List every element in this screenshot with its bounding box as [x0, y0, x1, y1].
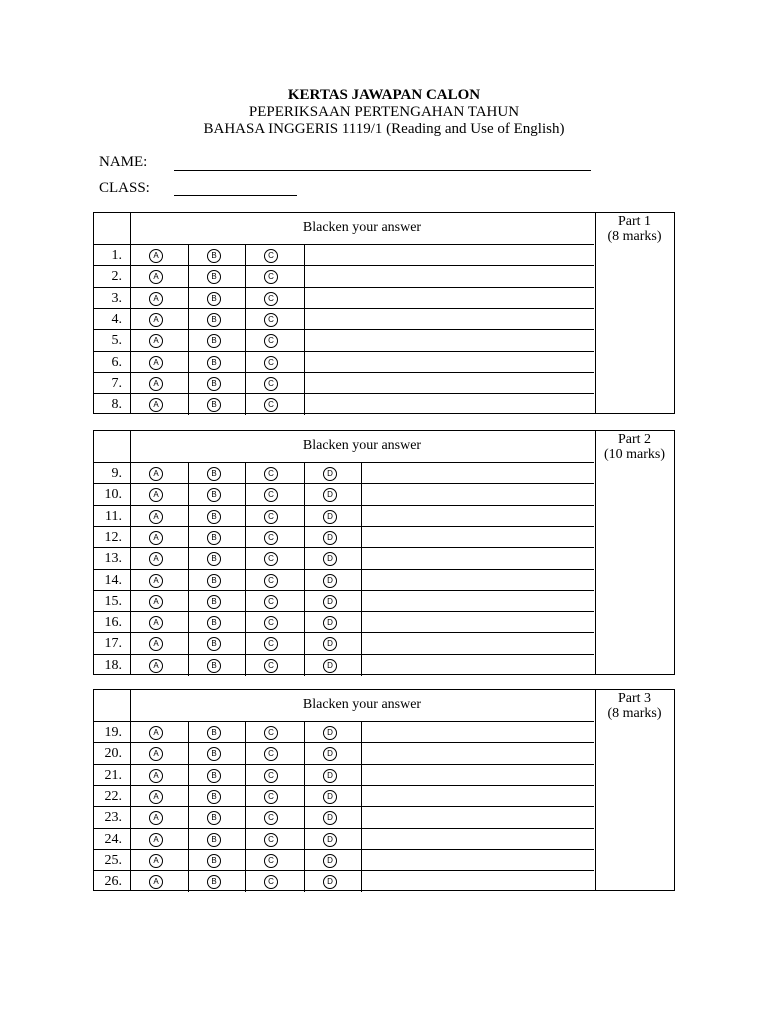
option-divider — [188, 850, 189, 871]
question-row — [94, 308, 594, 330]
option-divider — [361, 871, 362, 892]
answer-bubble-a[interactable]: A — [149, 292, 163, 306]
option-divider — [188, 633, 189, 654]
column-divider — [595, 431, 596, 674]
answer-bubble-a[interactable]: A — [149, 769, 163, 783]
answer-bubble-b[interactable]: B — [207, 377, 221, 391]
option-divider — [361, 829, 362, 850]
answer-bubble-d[interactable]: D — [323, 747, 337, 761]
exam-name: PEPERIKSAAN PERTENGAHAN TAHUN — [248, 104, 520, 120]
option-divider — [304, 463, 305, 484]
answer-bubble-b[interactable]: B — [207, 747, 221, 761]
answer-bubble-b[interactable]: B — [207, 726, 221, 740]
option-divider — [245, 786, 246, 807]
question-number: 22. — [104, 788, 122, 804]
answer-bubble-b[interactable]: B — [207, 334, 221, 348]
answer-bubble-c[interactable]: C — [264, 510, 278, 524]
question-number: 10. — [104, 487, 122, 503]
answer-bubble-c[interactable]: C — [264, 249, 278, 263]
answer-bubble-d[interactable]: D — [323, 552, 337, 566]
answer-bubble-a[interactable]: A — [149, 833, 163, 847]
option-divider — [304, 330, 305, 351]
option-divider — [304, 807, 305, 828]
question-row — [94, 632, 594, 654]
answer-bubble-c[interactable]: C — [264, 467, 278, 481]
answer-bubble-d[interactable]: D — [323, 488, 337, 502]
answer-bubble-b[interactable]: B — [207, 790, 221, 804]
option-divider — [245, 807, 246, 828]
answer-bubble-d[interactable]: D — [323, 637, 337, 651]
option-divider — [245, 570, 246, 591]
option-divider — [304, 743, 305, 764]
question-number: 16. — [104, 615, 122, 631]
option-divider — [188, 484, 189, 505]
option-divider — [304, 484, 305, 505]
option-divider — [361, 786, 362, 807]
question-number: 11. — [105, 508, 122, 524]
question-number: 21. — [104, 767, 122, 783]
answer-bubble-c[interactable]: C — [264, 659, 278, 673]
answer-bubble-c[interactable]: C — [264, 811, 278, 825]
answer-bubble-c[interactable]: C — [264, 377, 278, 391]
option-divider — [245, 288, 246, 309]
question-number: 23. — [104, 810, 122, 826]
answer-bubble-d[interactable]: D — [323, 574, 337, 588]
option-divider — [245, 266, 246, 287]
question-row — [94, 611, 594, 633]
answer-bubble-c[interactable]: C — [264, 334, 278, 348]
option-divider — [304, 765, 305, 786]
part-label — [595, 214, 674, 244]
question-row — [94, 870, 594, 892]
option-divider — [188, 743, 189, 764]
option-divider — [361, 506, 362, 527]
answer-bubble-a[interactable]: A — [149, 313, 163, 327]
question-row — [94, 806, 594, 828]
answer-bubble-c[interactable]: C — [264, 747, 278, 761]
answer-bubble-a[interactable]: A — [149, 637, 163, 651]
answer-bubble-c[interactable]: C — [264, 875, 278, 889]
answer-bubble-d[interactable]: D — [323, 854, 337, 868]
answer-bubble-d[interactable]: D — [323, 659, 337, 673]
option-divider — [245, 722, 246, 743]
question-row — [94, 849, 594, 871]
question-row — [94, 828, 594, 850]
option-divider — [245, 352, 246, 373]
option-divider — [188, 871, 189, 892]
option-divider — [188, 591, 189, 612]
option-divider — [304, 288, 305, 309]
answer-bubble-b[interactable]: B — [207, 467, 221, 481]
part-marks: (10 marks) — [603, 447, 666, 462]
option-divider — [304, 309, 305, 330]
answer-bubble-d[interactable]: D — [323, 595, 337, 609]
question-row — [94, 287, 594, 309]
answer-bubble-c[interactable]: C — [264, 595, 278, 609]
answer-bubble-d[interactable]: D — [323, 790, 337, 804]
option-divider — [245, 633, 246, 654]
option-divider — [304, 871, 305, 892]
option-divider — [304, 570, 305, 591]
answer-bubble-c[interactable]: C — [264, 488, 278, 502]
answer-bubble-b[interactable]: B — [207, 833, 221, 847]
option-divider — [304, 591, 305, 612]
option-divider — [304, 373, 305, 394]
answer-bubble-c[interactable]: C — [264, 398, 278, 412]
option-divider — [188, 722, 189, 743]
option-divider — [188, 309, 189, 330]
answer-bubble-a[interactable]: A — [149, 552, 163, 566]
answer-bubble-a[interactable]: A — [149, 595, 163, 609]
answer-bubble-c[interactable]: C — [264, 769, 278, 783]
question-number: 1. — [111, 248, 122, 263]
answer-bubble-b[interactable]: B — [207, 811, 221, 825]
option-divider — [245, 850, 246, 871]
answer-table-part-2 — [93, 430, 675, 675]
answer-bubble-a[interactable]: A — [149, 790, 163, 804]
option-divider — [304, 548, 305, 569]
answer-bubble-a[interactable]: A — [149, 811, 163, 825]
option-divider — [361, 850, 362, 871]
option-divider — [304, 394, 305, 415]
answer-bubble-c[interactable]: C — [264, 790, 278, 804]
option-divider — [245, 527, 246, 548]
question-number: 4. — [111, 311, 122, 327]
option-divider — [188, 506, 189, 527]
option-divider — [188, 266, 189, 287]
answer-bubble-a[interactable]: A — [149, 659, 163, 673]
option-divider — [361, 591, 362, 612]
option-divider — [245, 765, 246, 786]
answer-table-part-1 — [93, 212, 675, 414]
option-divider — [188, 570, 189, 591]
question-row — [94, 372, 594, 394]
question-row — [94, 742, 594, 764]
question-number: 13. — [104, 551, 122, 567]
answer-bubble-a[interactable]: A — [149, 574, 163, 588]
answer-bubble-b[interactable]: B — [207, 552, 221, 566]
option-divider — [188, 288, 189, 309]
question-number: 20. — [104, 746, 122, 762]
question-number: 6. — [111, 354, 122, 370]
option-divider — [245, 548, 246, 569]
question-number: 5. — [111, 333, 122, 349]
question-number: 24. — [104, 831, 122, 847]
answer-bubble-a[interactable]: A — [149, 270, 163, 284]
question-row — [94, 265, 594, 287]
answer-bubble-b[interactable]: B — [207, 510, 221, 524]
answer-bubble-d[interactable]: D — [323, 510, 337, 524]
answer-bubble-b[interactable]: B — [207, 637, 221, 651]
option-divider — [245, 612, 246, 633]
part-marks: (8 marks) — [607, 229, 662, 244]
sheet-title: KERTAS JAWAPAN CALON — [287, 87, 481, 103]
option-divider — [245, 373, 246, 394]
question-row — [94, 351, 594, 373]
part-title: Part 3 — [617, 691, 652, 706]
answer-bubble-c[interactable]: C — [264, 833, 278, 847]
option-divider — [361, 548, 362, 569]
part-marks: (8 marks) — [607, 706, 662, 721]
answer-bubble-c[interactable]: C — [264, 292, 278, 306]
answer-bubble-a[interactable]: A — [149, 854, 163, 868]
blacken-heading: Blacken your answer — [302, 220, 422, 235]
answer-bubble-b[interactable]: B — [207, 769, 221, 783]
question-number: 26. — [104, 874, 122, 890]
answer-bubble-a[interactable]: A — [149, 249, 163, 263]
answer-bubble-c[interactable]: C — [264, 726, 278, 740]
question-number: 15. — [104, 593, 122, 609]
answer-bubble-b[interactable]: B — [207, 574, 221, 588]
option-divider — [188, 786, 189, 807]
option-divider — [304, 245, 305, 266]
option-divider — [361, 484, 362, 505]
option-divider — [245, 743, 246, 764]
option-divider — [304, 786, 305, 807]
answer-bubble-a[interactable]: A — [149, 726, 163, 740]
answer-bubble-c[interactable]: C — [264, 270, 278, 284]
option-divider — [188, 394, 189, 415]
answer-bubble-c[interactable]: C — [264, 356, 278, 370]
option-divider — [188, 527, 189, 548]
option-divider — [188, 807, 189, 828]
option-divider — [361, 463, 362, 484]
answer-bubble-d[interactable]: D — [323, 726, 337, 740]
option-divider — [245, 871, 246, 892]
option-divider — [245, 829, 246, 850]
option-divider — [245, 484, 246, 505]
question-number: 3. — [111, 290, 122, 306]
class-label: CLASS: — [99, 180, 150, 196]
option-divider — [188, 373, 189, 394]
answer-bubble-b[interactable]: B — [207, 270, 221, 284]
answer-bubble-a[interactable]: A — [149, 531, 163, 545]
blacken-heading: Blacken your answer — [302, 438, 422, 453]
option-divider — [304, 527, 305, 548]
option-divider — [361, 743, 362, 764]
part-title: Part 2 — [617, 432, 652, 447]
answer-bubble-a[interactable]: A — [149, 510, 163, 524]
blacken-heading: Blacken your answer — [302, 697, 422, 712]
answer-bubble-a[interactable]: A — [149, 356, 163, 370]
answer-bubble-b[interactable]: B — [207, 616, 221, 630]
option-divider — [188, 548, 189, 569]
answer-bubble-b[interactable]: B — [207, 854, 221, 868]
option-divider — [361, 765, 362, 786]
answer-bubble-b[interactable]: B — [207, 398, 221, 412]
option-divider — [361, 633, 362, 654]
option-divider — [188, 765, 189, 786]
question-row — [94, 547, 594, 569]
option-divider — [245, 655, 246, 676]
question-number: 19. — [104, 725, 122, 740]
answer-bubble-d[interactable]: D — [323, 811, 337, 825]
question-row — [94, 329, 594, 351]
option-divider — [188, 829, 189, 850]
answer-bubble-b[interactable]: B — [207, 249, 221, 263]
option-divider — [245, 591, 246, 612]
question-number: 7. — [111, 375, 122, 391]
question-row — [94, 590, 594, 612]
option-divider — [245, 394, 246, 415]
option-divider — [361, 722, 362, 743]
question-row — [94, 505, 594, 527]
name-label: NAME: — [99, 154, 148, 170]
option-divider — [188, 655, 189, 676]
answer-bubble-d[interactable]: D — [323, 467, 337, 481]
answer-bubble-c[interactable]: C — [264, 552, 278, 566]
question-number: 2. — [111, 269, 122, 285]
option-divider — [188, 245, 189, 266]
answer-bubble-d[interactable]: D — [323, 833, 337, 847]
question-number: 9. — [111, 466, 122, 481]
answer-bubble-b[interactable]: B — [207, 488, 221, 502]
part-title: Part 1 — [617, 214, 652, 229]
option-divider — [188, 352, 189, 373]
answer-bubble-d[interactable]: D — [323, 875, 337, 889]
subject-name: BAHASA INGGERIS 1119/1 (Reading and Use of English) — [203, 121, 565, 137]
question-row — [94, 569, 594, 591]
answer-bubble-b[interactable]: B — [207, 875, 221, 889]
answer-table-part-3 — [93, 689, 675, 891]
option-divider — [304, 506, 305, 527]
answer-bubble-c[interactable]: C — [264, 574, 278, 588]
answer-bubble-b[interactable]: B — [207, 659, 221, 673]
option-divider — [304, 850, 305, 871]
answer-bubble-a[interactable]: A — [149, 616, 163, 630]
answer-bubble-c[interactable]: C — [264, 637, 278, 651]
option-divider — [304, 633, 305, 654]
option-divider — [245, 309, 246, 330]
question-row — [94, 393, 594, 415]
option-divider — [361, 527, 362, 548]
question-row — [94, 526, 594, 548]
question-row — [94, 244, 594, 266]
answer-bubble-c[interactable]: C — [264, 616, 278, 630]
answer-bubble-a[interactable]: A — [149, 398, 163, 412]
option-divider — [361, 612, 362, 633]
option-divider — [245, 506, 246, 527]
answer-bubble-b[interactable]: B — [207, 531, 221, 545]
part-label — [595, 432, 674, 462]
answer-bubble-a[interactable]: A — [149, 467, 163, 481]
answer-bubble-a[interactable]: A — [149, 488, 163, 502]
option-divider — [361, 655, 362, 676]
name-field[interactable] — [174, 170, 591, 171]
answer-bubble-d[interactable]: D — [323, 531, 337, 545]
part-label — [595, 691, 674, 721]
option-divider — [304, 829, 305, 850]
option-divider — [304, 722, 305, 743]
option-divider — [188, 463, 189, 484]
answer-bubble-a[interactable]: A — [149, 875, 163, 889]
question-number: 17. — [104, 636, 122, 652]
answer-bubble-a[interactable]: A — [149, 747, 163, 761]
answer-bubble-b[interactable]: B — [207, 292, 221, 306]
option-divider — [188, 612, 189, 633]
question-row — [94, 462, 594, 484]
question-row — [94, 483, 594, 505]
answer-bubble-b[interactable]: B — [207, 313, 221, 327]
class-field[interactable] — [174, 195, 297, 196]
answer-bubble-b[interactable]: B — [207, 356, 221, 370]
answer-bubble-c[interactable]: C — [264, 854, 278, 868]
question-number: 14. — [104, 572, 122, 588]
answer-bubble-c[interactable]: C — [264, 313, 278, 327]
question-number: 8. — [111, 397, 122, 413]
question-row — [94, 764, 594, 786]
answer-bubble-b[interactable]: B — [207, 595, 221, 609]
option-divider — [245, 330, 246, 351]
option-divider — [304, 655, 305, 676]
question-row — [94, 785, 594, 807]
option-divider — [245, 245, 246, 266]
option-divider — [361, 570, 362, 591]
option-divider — [245, 463, 246, 484]
answer-bubble-a[interactable]: A — [149, 377, 163, 391]
question-row — [94, 721, 594, 743]
question-row — [94, 654, 594, 676]
question-number: 25. — [104, 852, 122, 868]
question-number: 12. — [104, 529, 122, 545]
answer-bubble-d[interactable]: D — [323, 769, 337, 783]
answer-bubble-a[interactable]: A — [149, 334, 163, 348]
answer-bubble-c[interactable]: C — [264, 531, 278, 545]
option-divider — [188, 330, 189, 351]
option-divider — [304, 612, 305, 633]
answer-bubble-d[interactable]: D — [323, 616, 337, 630]
question-number: 18. — [104, 657, 122, 673]
option-divider — [304, 352, 305, 373]
option-divider — [304, 266, 305, 287]
option-divider — [361, 807, 362, 828]
